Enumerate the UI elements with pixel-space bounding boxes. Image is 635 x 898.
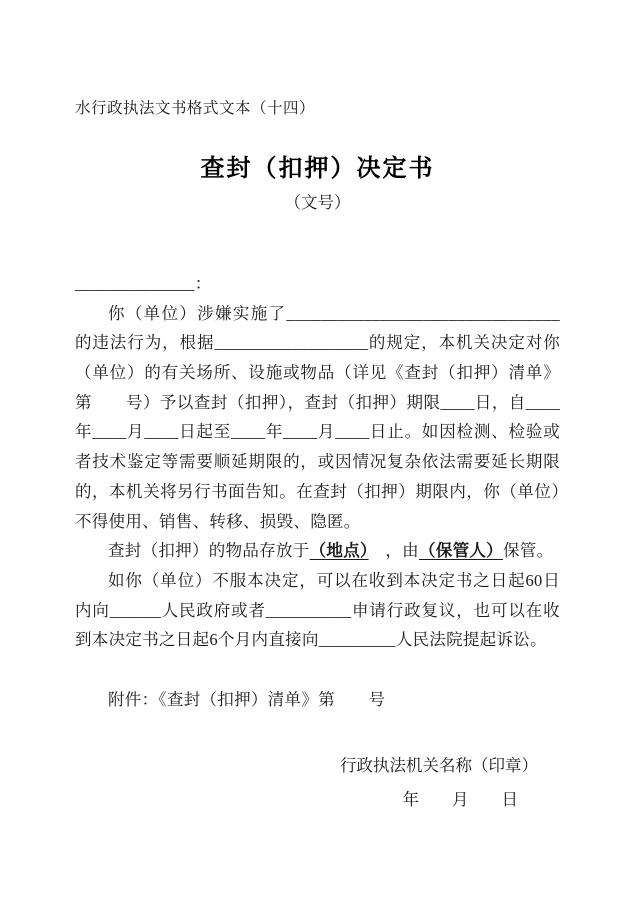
document-title: 查封（扣押）决定书: [200, 155, 435, 182]
storage-text-tail: 保管。: [502, 541, 554, 561]
signature-block: [75, 749, 560, 818]
format-label: 水行政执法文书格式文本（十四）: [75, 100, 316, 117]
agency-seal-line: 行政执法机关名称（印章）: [340, 755, 538, 775]
storage-custodian-placeholder: （保管人）: [418, 541, 503, 561]
paragraph-main-decision: 你（单位）涉嫌实施了________________________________的违法行为，根据__________________的规定，本机关决定对你（单位）的有关场所、设施或物品（详见《查封（扣押）清单》第 号）予以查封（扣押），查封（扣押）期限____日，自____年____月____日起至____年____月____日止。如因检测、检验或者技术鉴定等需要顺延期限的，或因情况复杂依法需要延长期限的，本机关将另行书面告知。在查封（扣押）期限内，你（单位）不得使用、销售、转移、损毁、隐匿。: [75, 303, 560, 531]
salutation-blank-line: ______________：: [75, 274, 212, 293]
doc-number-placeholder: （文号）: [284, 193, 351, 212]
attachment-line: 附件：《查封（扣押）清单》第 号: [108, 689, 386, 709]
storage-location-placeholder: （地点）: [309, 541, 369, 561]
storage-text-lead: 查封（扣押）的物品存放于: [108, 541, 310, 561]
paragraph-storage: [75, 536, 560, 566]
paragraph-appeal-rights: 如你（单位）不服本决定，可以在收到本决定书之日起60日内向______人民政府或者__________申请行政复议，也可以在收到本决定书之日起6个月内直接向_________人民法院提起诉讼。: [75, 570, 560, 650]
date-line: 年 月 日: [402, 790, 518, 810]
storage-text-mid: ，由: [368, 541, 419, 561]
